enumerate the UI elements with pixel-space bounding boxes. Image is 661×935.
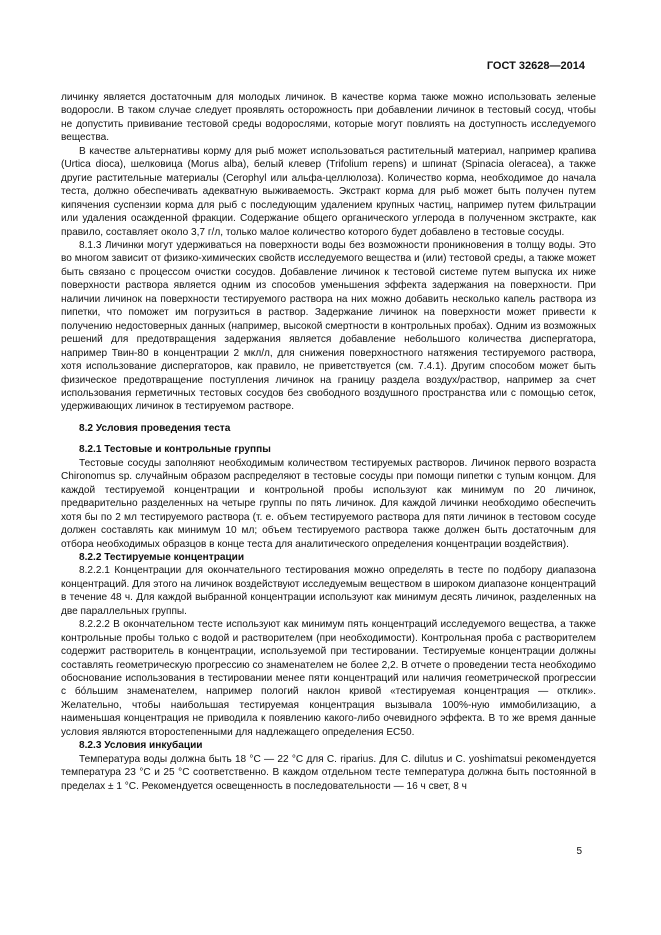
- page-number: 5: [576, 846, 582, 857]
- subsection-heading: 8.2.3 Условия инкубации: [79, 740, 203, 752]
- document-id: ГОСТ 32628—2014: [486, 60, 585, 72]
- paragraph: 8.2.2.2 В окончательном тесте используют как минимум пять концентраций исследуемого вещества, а также контрольные пробы только с водой и растворителем (при необходимости). Контрольная проба с растворителем содержит растворитель в концентрации, используемой при тестировании. Тестируемые концентрации должны составлять геометрическую прогрессию со знаменателем не более 2,2. В отчете о проведении теста необходимо обоснование использования в тестировании менее пяти концентраций или наличия геометрической прогрессии с бо́льшим знаменателем, например пологий наклон кривой «тестируемая концентрация — отклик». Желательно, чтобы наибольшая тестируемая концентрация вызывала 100%-ную иммобилизацию, а наименьшая концентрация не приводила к появлению какого-либо очевидного эффекта. В то же время данные условия являются второстепенными для надлежащего определения EC50.: [61, 619, 596, 738]
- paragraph: 8.1.3 Личинки могут удерживаться на поверхности воды без возможности проникновения в толщу воды. Это во многом зависит от физико-химических свойств исследуемого вещества и (или) тестовой среды, а также может быть связано с процессом очистки сосудов. Добавление личинок к тестовой системе путем выпуска их ниже поверхности раствора является одним из способов уменьшения эффекта задержания на поверхности. При наличии личинок на поверхности тестируемого раствора на них можно добавить несколько капель раствора из пипетки, что поможет им погрузиться в раствор. Задержание личинок на поверхности может привести к получению недостоверных данных (например, высокой смертности в контрольных пробах). Одним из возможных решений для предотвращения задержания является добавление небольшого количества диспергатора, например Твин-80 в концентрации 2 мкл/л, для снижения поверхностного натяжения тестируемого раствора, хотя использование диспергаторов, как правило, не приветствуется (см. 7.4.1). Другим способом может быть физическое предотвращение поступления личинок на границу раздела воздух/раствор, например за счет использования герметичных тестовых сосудов без свободного воздушного пространства или с помощью сеток, удерживающих личинок в тестируемом растворе.: [61, 239, 596, 413]
- subsection-heading: 8.2.1 Тестовые и контрольные группы: [79, 444, 271, 456]
- subsection-heading: 8.2.2 Тестируемые концентрации: [79, 551, 245, 563]
- paragraph: личинку является достаточным для молодых личинок. В качестве корма также можно использовать зеленые водоросли. В таком случае следует проявлять осторожность при добавлении личинок в тестовый сосуд, чтобы не допустить прививание тестовой среды водорослями, которые могут повлиять на доступность исследуемого вещества.: [61, 92, 596, 144]
- paragraph: Температура воды должна быть 18 °С — 22 °С для C. riparius. Для C. dilutus и C. yoshimatsui рекомендуется температура 23 °С и 25 °С соответственно. В каждом отдельном тесте температура должна быть постоянной в пределах ± 1 °С. Рекомендуется освещенность в последовательности — 16 ч свет, 8 ч: [61, 753, 596, 792]
- section-heading: 8.2 Условия проведения теста: [79, 422, 231, 434]
- document-body: [61, 91, 596, 793]
- paragraph: 8.2.2.1 Концентрации для окончательного тестирования можно определять в тесте по подбору диапазона концентраций. Для этого на личинок воздействуют исследуемым веществом в широком диапазоне концентраций в течение 48 ч. Для каждой выбранной концентрации используют как минимум десять личинок, разделенных на две параллельных группы.: [61, 565, 596, 617]
- paragraph: В качестве альтернативы корму для рыб может использоваться растительный материал, например крапива (Urtica dioca), шелковица (Morus alba), белый клевер (Trifolium repens) и шпинат (Spinacia oleracea), а также другие растительные материалы (Cerophyl или альфа-целлюлоза). Количество корма, необходимое до начала теста, должно обеспечивать адекватную выживаемость. Экстракт корма для рыб может быть получен путем кипячения суспензии корма для рыб с последующим удалением крупных частиц, например путем фильтрации или удаления осажденной фракции. Содержание общего органического углерода в полученном экстракте, как правило, составляет около 3,7 г/л, только малое количество которого будет добавлено в тестовые сосуды.: [61, 145, 596, 238]
- paragraph: Тестовые сосуды заполняют необходимым количеством тестируемых растворов. Личинок первого возраста Chironomus sp. случайным образом распределяют в тестовые сосуды при помощи пипетки с тупым концом. Для каждой тестируемой концентрации и контрольной пробы используют как минимум по 20 личинок, предварительно разделенных на четыре группы по пять личинок. Для каждой личинки необходимо обеспечить хотя бы по 2 мл тестируемого раствора (т. е. объем тестируемого раствора для пяти личинок в тестовом сосуде должен составлять как минимум 10 мл; объем тестируемого раствора также должен быть достаточным для отбора необходимых образцов в конце теста для аналитического определения концентрации воздействия).: [61, 457, 596, 550]
